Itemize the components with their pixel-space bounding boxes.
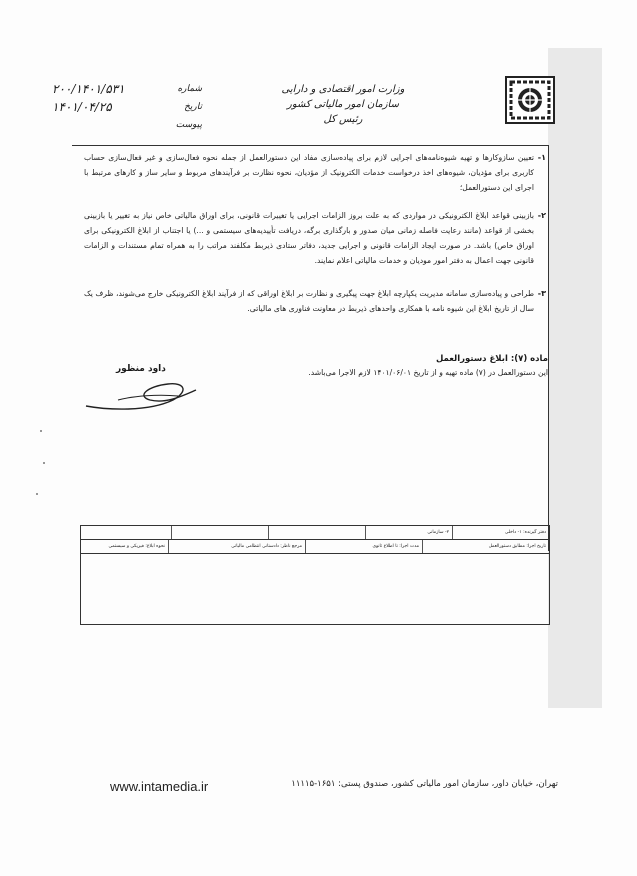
letter-body	[72, 145, 549, 551]
scan-speck	[43, 462, 45, 464]
website-link[interactable]: www.intamedia.ir	[110, 779, 209, 794]
form-row	[81, 526, 549, 540]
form-cell: تاریخ اجرا: مطابق دستورالعمل	[422, 540, 549, 553]
item-number: ۲-	[537, 211, 546, 220]
routing-form	[80, 525, 550, 625]
ministry-name: وزارت امور اقتصادی و دارایی	[281, 84, 405, 95]
article-heading: ماده (۷): ابلاغ دستورالعمل	[435, 354, 548, 364]
number-label: شماره	[177, 84, 202, 94]
list-item	[84, 150, 546, 195]
scan-edge-shadow	[548, 48, 602, 708]
position-title: رئیس کل	[323, 114, 363, 125]
letter-number: ۲۰۰/۱۴۰۱/۵۳۱	[52, 82, 125, 96]
item-text: طراحی و پیاده‌سازی سامانه مدیریت یکپارچه ابلاغ جهت پیگیری و نظارت بر ابلاغ اوراقی که از فرآیند ابلاغ الکترونیکی خارج می‌شوند، ظرف یک سال از تاریخ ابلاغ این شیوه نامه با همکاری واحدهای ذیربط در معاونت فناوری های مالیاتی.	[84, 289, 534, 313]
form-cell: نحوه ابلاغ: فیزیکی و سیستمی	[108, 544, 165, 549]
scan-speck	[36, 493, 38, 495]
list-item	[84, 208, 546, 268]
list-item	[84, 286, 546, 316]
form-cell	[268, 526, 365, 539]
signer-name: داود منظور	[116, 364, 166, 374]
form-cell	[171, 526, 268, 539]
scan-speck	[40, 430, 42, 432]
form-row	[81, 540, 549, 554]
postal-address: تهران، خیابان داور، سازمان امور مالیاتی کشور، صندوق پستی: ۱۶۵۱-۱۱۱۱۵	[291, 779, 558, 789]
item-text: بازبینی قواعد ابلاغ الکترونیکی در مواردی که به علت بروز الزامات اجرایی یا تغییرات قانونی، برای اوراق مالیاتی خاص نیاز به تغییر یا بازبینی بخشی از قواعد (مانند رعایت فاصله زمانی میان صدور و بارگذاری برگه، دریافت تأییدیه‌های سیستمی و ...) یا اجتناب از ابلاغ الکترونیکی برای اوراق خاص) باشد. در صورت ایجاد الزامات قانونی و اجرایی جدید، دفاتر ستادی ذیربط مکلفند مراتب را به همراه تمام مستندات و الزامات قانونی جهت اعمال به دفتر امور مودیان و خدمات مالیاتی اعلام نمایند.	[84, 211, 534, 265]
form-cell: ۲- سازمانی	[365, 526, 452, 539]
letterhead	[268, 82, 418, 127]
form-blank-area	[81, 554, 549, 624]
item-number: ۱-	[537, 153, 546, 162]
letter-meta	[52, 80, 202, 134]
tax-organization-emblem-icon	[505, 76, 555, 124]
article-text: این دستورالعمل در (۷) ماده تهیه و از تاریخ ۱۴۰۱/۰۶/۰۱ لازم الاجرا می‌باشد.	[308, 368, 548, 377]
letter-date: ۱۴۰۱/۰۴/۲۵	[52, 100, 112, 114]
form-cell: مرجع ناظر: دادستانی انتظامی مالیاتی	[168, 540, 305, 553]
organization-name: سازمان امور مالیاتی کشور	[287, 99, 399, 110]
form-cell: مدت اجرا: تا اطلاع ثانوی	[305, 540, 422, 553]
handwritten-signature	[78, 370, 208, 418]
form-cell: دفتر گیرنده: ۱- داخلی	[452, 526, 549, 539]
date-label: تاریخ	[184, 102, 202, 112]
attachment-label: پیوست	[175, 120, 202, 130]
item-text: تعیین سازوکارها و تهیه شیوه‌نامه‌های اجرایی لازم برای پیاده‌سازی مفاد این دستورالعمل از جمله نحوه فعال‌سازی و غیر فعال‌سازی حساب کاربری برای مؤدیان، شیوه‌های اخذ درخواست خدمات الکترونیک از مؤدیان، نحوه نظارت بر فرآیندهای مربوط و سایر ساز و کارهای مرتبط با اجرای این دستورالعمل؛	[84, 153, 534, 192]
form-cell	[81, 526, 171, 539]
item-number: ۳-	[537, 289, 546, 298]
